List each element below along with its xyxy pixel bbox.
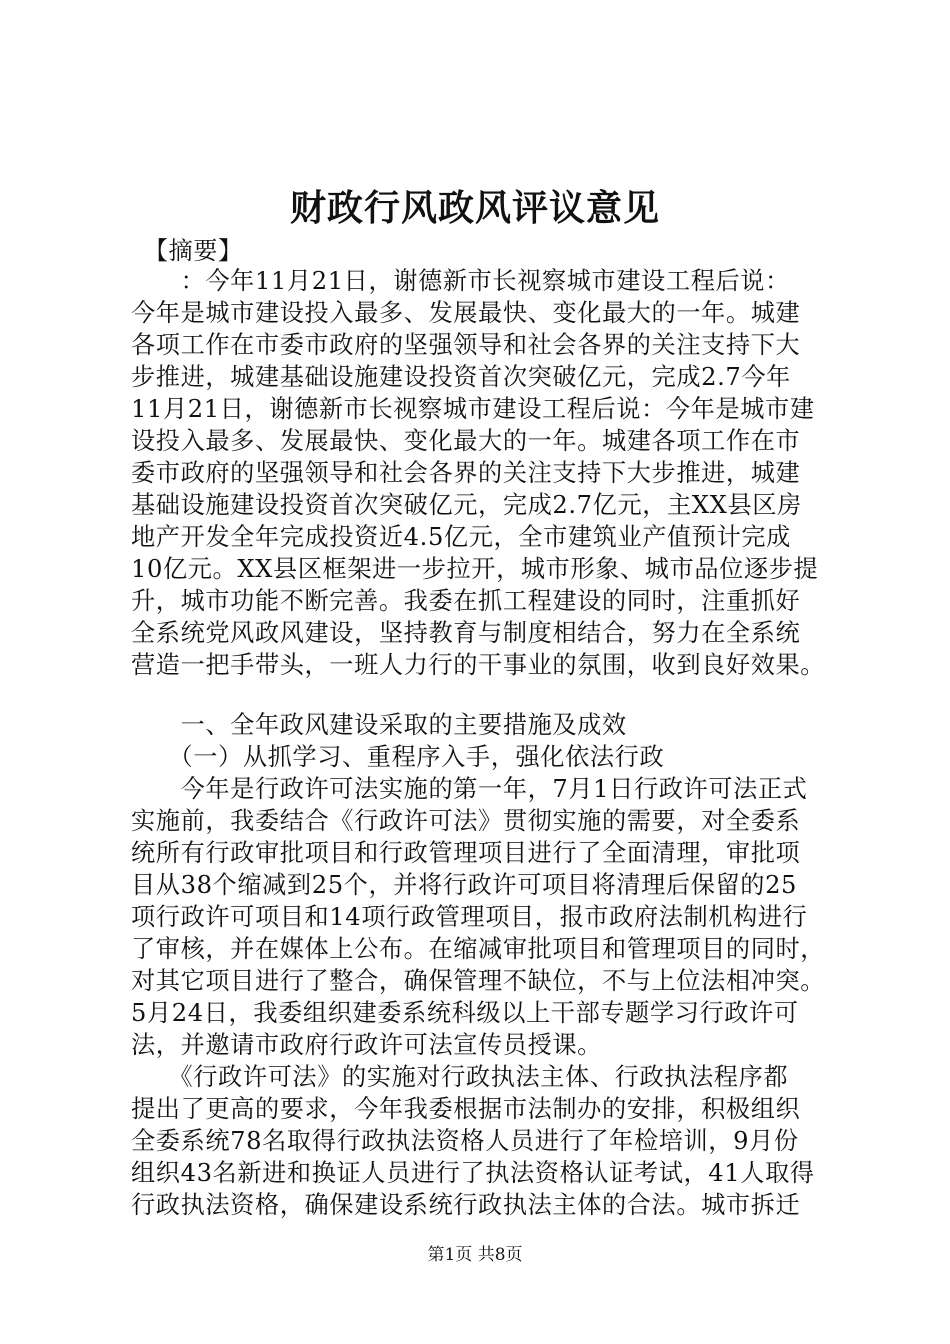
document-title: 财政行风政风评议意见 [289,187,660,229]
body-line: 营造一把手带头，一班人力行的干事业的氛围，收到良好效果。 [131,651,826,679]
body-line: 5月24日，我委组织建委系统科级以上干部专题学习行政许可 [131,999,799,1027]
body-line: 设投入最多、发展最快、变化最大的一年。城建各项工作在市 [131,427,801,455]
body-line: 升，城市功能不断完善。我委在抓工程建设的同时，注重抓好 [131,587,801,615]
abstract-heading: 【摘要】 [131,237,243,265]
body-line: 统所有行政审批项目和行政管理项目进行了全面清理，审批项 [131,839,801,867]
body-line: 今年是行政许可法实施的第一年，7月1日行政许可法正式 [131,775,808,803]
body-line: 组织43名新进和换证人员进行了执法资格认证考试，41人取得 [131,1159,815,1187]
body-line: 委市政府的坚强领导和社会各界的关注支持下大步推进，城建 [131,459,801,487]
body-line: 今年是城市建设投入最多、发展最快、变化最大的一年。城建 [131,299,801,327]
body-line: ：今年11月21日，谢德新市长视察城市建设工程后说： [131,267,790,295]
body-line: 提出了更高的要求，今年我委根据市法制办的安排，积极组织 [131,1095,801,1123]
body-line: 10亿元。XX县区框架进一步拉开，城市形象、城市品位逐步提 [131,555,819,583]
page-footer: 第1页 共8页 [427,1245,523,1265]
body-line: 行政执法资格，确保建设系统行政执法主体的合法。城市拆迁 [131,1191,801,1219]
body-line: 基础设施建设投资首次突破亿元，完成2.7亿元，主XX县区房 [131,491,802,519]
body-line: 实施前，我委结合《行政许可法》贯彻实施的需要，对全委系 [131,807,801,835]
body-line: 全系统党风政风建设，坚持教育与制度相结合，努力在全系统 [131,619,801,647]
body-line: 步推进，城建基础设施建设投资首次突破亿元，完成2.7今年 [131,363,791,391]
body-line: 法，并邀请市政府行政许可法宣传员授课。 [131,1031,602,1059]
subsection-heading: （一）从抓学习、重程序入手，强化依法行政 [131,743,665,771]
body-line: 地产开发全年完成投资近4.5亿元，全市建筑业产值预计完成 [131,523,791,551]
body-line: 《行政许可法》的实施对行政执法主体、行政执法程序都 [131,1063,789,1091]
body-line: 11月21日，谢德新市长视察城市建设工程后说：今年是城市建 [131,395,815,423]
body-line: 各项工作在市委市政府的坚强领导和社会各界的关注支持下大 [131,331,801,359]
body-line: 全委系统78名取得行政执法资格人员进行了年检培训，9月份 [131,1127,799,1155]
body-line: 项行政许可项目和14项行政管理项目，报市政府法制机构进行 [131,903,808,931]
body-line: 了审核，并在媒体上公布。在缩减审批项目和管理项目的同时， [131,935,826,963]
section-heading: 一、全年政风建设采取的主要措施及成效 [131,711,627,739]
body-line: 目从38个缩减到25个，并将行政许可项目将清理后保留的25 [131,871,798,899]
body-line: 对其它项目进行了整合，确保管理不缺位，不与上位法相冲突。 [131,967,826,995]
